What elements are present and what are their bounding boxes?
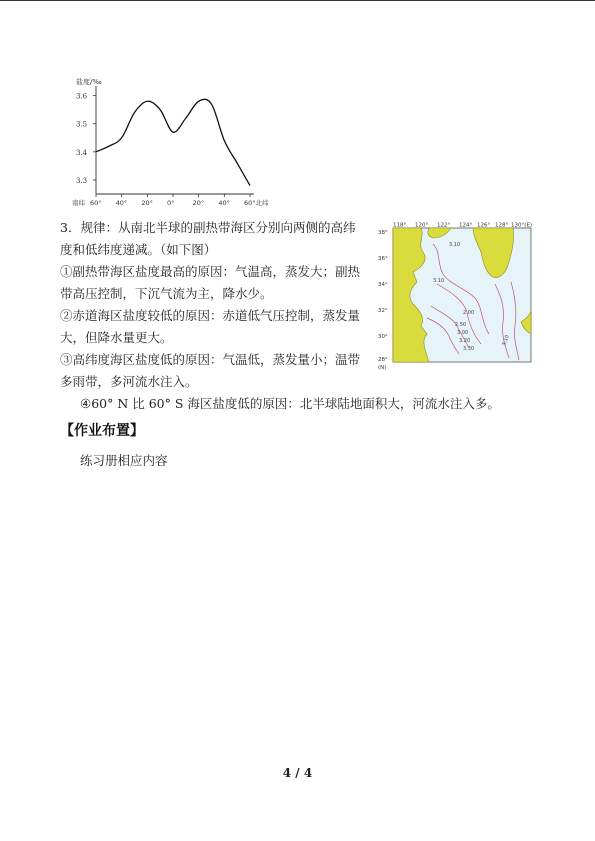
contour-label: 3.10 (501, 334, 511, 347)
lon-label: 124° (459, 222, 473, 229)
lon-label: 130°(E) (511, 222, 533, 229)
x-tick-label: 40° (218, 199, 230, 207)
salinity-map (377, 222, 537, 374)
contour-label: 3.20 (459, 338, 471, 344)
x-tick-label: 0° (167, 199, 175, 207)
x-tick-label: 南纬 (72, 199, 85, 207)
contour-label: 2.00 (463, 310, 475, 316)
salinity-series-line (96, 99, 250, 185)
lat-label: 30° (378, 334, 388, 340)
paragraph-rule: 3．规律：从南北半球的副热带海区分别向两侧的高纬 (60, 220, 356, 235)
y-tick-label: 3.6 (76, 92, 88, 101)
lon-label: 122° (437, 222, 451, 229)
lat-label: 38° (378, 230, 388, 236)
lon-label: 120° (415, 222, 429, 229)
lat-label: 32° (378, 308, 388, 314)
y-tick-label: 3.3 (76, 176, 88, 185)
lat-label: (N) (378, 365, 387, 371)
lat-label: 34° (378, 282, 388, 288)
contour-label: 3.10 (433, 278, 445, 284)
x-tick-label: 40° (115, 199, 128, 207)
paragraph-60n-vs-60s: ④60° N 比 60° S 海区盐度低的原因：北半球陆地面积大，河流水注入多。 (80, 396, 500, 411)
paragraph-high-latitude-cont: 多雨带，多河流水注入。 (60, 374, 198, 389)
paragraph-subtropical-cont: 带高压控制，下沉气流为主，降水少。 (60, 286, 273, 301)
x-tick-label: 20° (141, 199, 153, 207)
x-tick-label: 60°北纬 (244, 199, 269, 207)
paragraph-high-latitude: ③高纬度海区盐度低的原因：气温低，蒸发量小；温带 (60, 352, 361, 367)
y-tick-label: 3.4 (76, 148, 88, 157)
paragraph-equator-cont: 大，但降水量更大。 (60, 330, 173, 345)
y-axis-label: 盐度/‰ (76, 78, 102, 86)
x-tick-label: 20° (192, 199, 205, 207)
top-rule (0, 0, 595, 1)
contour-label: 3.00 (457, 330, 469, 336)
lon-label: 128° (495, 222, 509, 229)
paragraph-subtropical: ①副热带海区盐度最高的原因：气温高，蒸发大；副热 (60, 264, 361, 279)
contour-label: 3.10 (449, 242, 461, 248)
homework-heading: 【作业布置】 (60, 423, 144, 439)
lat-label: 28° (378, 357, 388, 363)
y-tick-label: 3.5 (76, 120, 88, 129)
contour-label: 2.50 (455, 322, 467, 328)
homework-text: 练习册相应内容 (80, 453, 168, 468)
paragraph-equator: ②赤道海区盐度较低的原因：赤道低气压控制，蒸发量 (60, 308, 361, 323)
x-tick-label: 60° (90, 199, 102, 207)
paragraph-rule-cont: 度和低纬度递减。（如下图） (60, 242, 217, 257)
lon-label: 118° (393, 222, 407, 229)
salinity-latitude-chart (70, 76, 285, 214)
lon-label: 126° (477, 222, 491, 229)
lat-label: 36° (378, 256, 388, 262)
contour-label: 3.30 (463, 346, 475, 352)
page-number: 4 / 4 (282, 766, 313, 780)
